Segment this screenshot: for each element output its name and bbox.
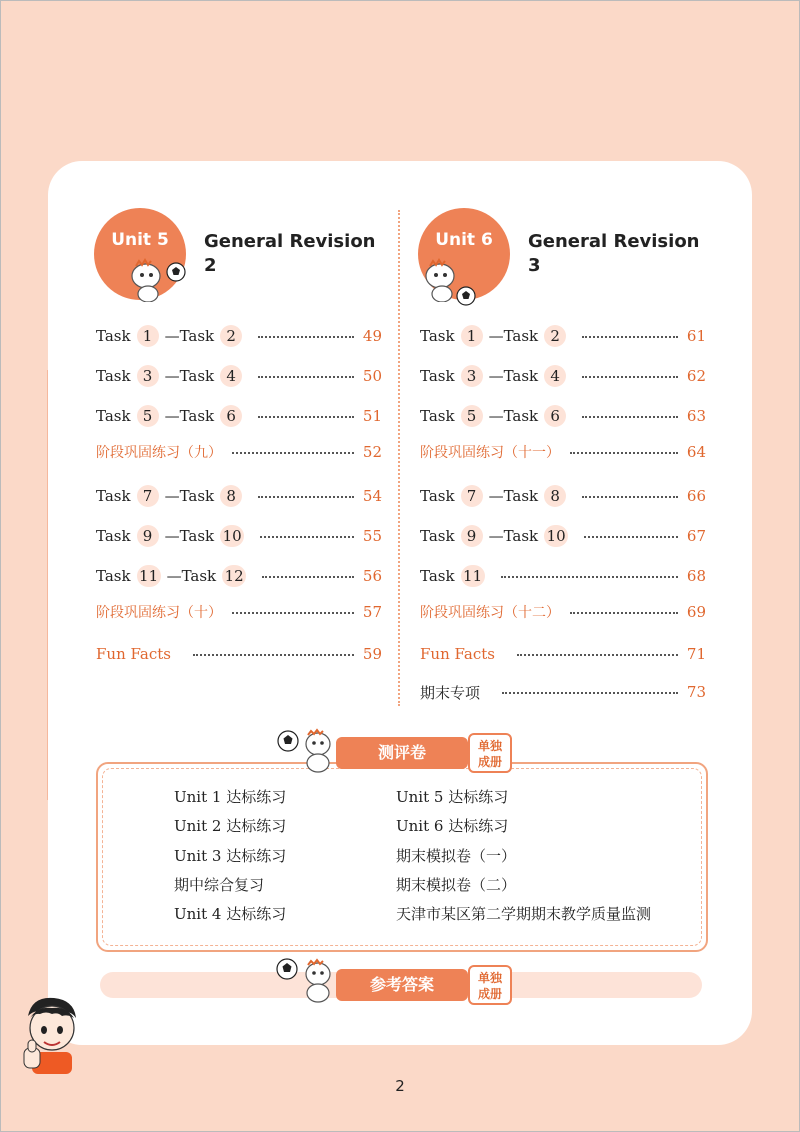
page-ref: 64 [686,443,706,461]
dot-leader [570,612,678,614]
toc-row[interactable]: Task 3 —Task 4 62 [420,367,706,385]
unit-5-title [204,230,376,278]
toc-row[interactable]: Task 1 —Task 2 49 [96,327,382,345]
task-number: 8 [220,485,242,507]
task-number: 7 [137,485,159,507]
soccer-ball-icon [166,262,186,282]
dot-leader [260,536,354,538]
page-ref: 50 [362,367,382,385]
task-number: 10 [220,525,244,547]
task-number: 1 [137,325,159,347]
unit-5-badge [94,208,186,300]
unit-6-title [528,230,700,278]
dinosaur-mascot-icon [296,958,340,1004]
task-number: 9 [137,525,159,547]
test-item[interactable]: Unit 5 达标练习 [396,788,509,806]
task-number: 1 [461,325,483,347]
dot-leader [517,654,678,656]
dot-leader [582,496,678,498]
unit-5-title-line1: General Revision [204,231,376,252]
unit-5-label: Unit 5 [111,230,169,250]
task-number: 6 [544,405,566,427]
page-ref: 69 [686,603,706,621]
dinosaur-mascot-icon [296,728,340,774]
dot-leader [258,496,354,498]
dot-leader [258,416,354,418]
dot-leader [570,452,678,454]
dot-leader [193,654,354,656]
page-ref: 66 [686,487,706,505]
task-number: 10 [544,525,568,547]
toc-row[interactable]: 阶段巩固练习（十二） 69 [420,603,706,621]
dot-leader [582,416,678,418]
dot-leader [258,376,354,378]
test-item[interactable]: 期末模拟卷（二） [396,876,517,894]
page-ref: 61 [686,327,706,345]
page-ref: 59 [362,645,382,663]
task-number: 12 [222,565,246,587]
task-number: 7 [461,485,483,507]
dot-leader [502,692,678,694]
task-number: 5 [461,405,483,427]
toc-row[interactable]: Task 9 —Task 10 67 [420,527,706,545]
page-number: 2 [395,1077,405,1095]
page-ref: 57 [362,603,382,621]
toc-row[interactable]: Task 5 —Task 6 63 [420,407,706,425]
toc-row[interactable]: Fun Facts 59 [96,645,382,663]
answer-banner [336,969,516,1001]
dot-leader [582,376,678,378]
toc-row[interactable]: Task 1 —Task 2 61 [420,327,706,345]
task-number: 9 [461,525,483,547]
unit-6-badge [418,208,510,300]
toc-row[interactable]: 阶段巩固练习（十） 57 [96,603,382,621]
test-banner [336,737,516,769]
page-ref: 73 [686,683,706,701]
toc-row[interactable]: Task 7 —Task 8 54 [96,487,382,505]
toc-row[interactable]: 期末专项 73 [420,683,706,702]
unit-6-title-line1: General Revision [528,231,700,252]
task-number: 2 [544,325,566,347]
test-item[interactable]: 天津市某区第二学期期末教学质量监测 [396,905,652,923]
task-number: 11 [137,565,161,587]
soccer-ball-icon [276,958,298,980]
page-ref: 71 [686,645,706,663]
boy-thumbs-up-icon [18,992,84,1078]
page-ref: 63 [686,407,706,425]
task-number: 3 [461,365,483,387]
test-item[interactable]: Unit 1 达标练习 [174,788,287,806]
soccer-ball-icon [456,286,476,306]
task-number: 4 [544,365,566,387]
test-item[interactable]: Unit 2 达标练习 [174,817,287,835]
dot-leader [232,612,354,614]
answer-banner-side: 单独 成册 [468,965,512,1005]
task-number: 4 [220,365,242,387]
toc-row[interactable]: Task 9 —Task 10 55 [96,527,382,545]
dot-leader [582,336,678,338]
answer-banner-label: 参考答案 [336,969,468,1001]
toc-row[interactable]: Fun Facts 71 [420,645,706,663]
toc-row[interactable]: Task 3 —Task 4 50 [96,367,382,385]
test-item[interactable]: 期中综合复习 [174,876,265,894]
task-number: 2 [220,325,242,347]
dot-leader [501,576,678,578]
task-number: 11 [461,565,485,587]
dot-leader [262,576,354,578]
toc-row[interactable]: 阶段巩固练习（十一） 64 [420,443,706,461]
test-banner-side: 单独 成册 [468,733,512,773]
page-ref: 62 [686,367,706,385]
toc-row[interactable]: Task 5 —Task 6 51 [96,407,382,425]
task-number: 6 [220,405,242,427]
task-number: 3 [137,365,159,387]
page-ref: 55 [362,527,382,545]
test-item[interactable]: Unit 6 达标练习 [396,817,509,835]
toc-row[interactable]: Task 11 68 [420,567,706,585]
task-number: 5 [137,405,159,427]
page-ref: 68 [686,567,706,585]
test-banner-label: 测评卷 [336,737,468,769]
page-ref: 51 [362,407,382,425]
page-ref: 52 [362,443,382,461]
toc-row[interactable]: Task 7 —Task 8 66 [420,487,706,505]
page-ref: 56 [362,567,382,585]
task-number: 8 [544,485,566,507]
page-ref: 67 [686,527,706,545]
dot-leader [232,452,354,454]
unit-6-label: Unit 6 [435,230,493,250]
page-ref: 49 [362,327,382,345]
toc-row[interactable]: 阶段巩固练习（九） 52 [96,443,382,461]
test-item[interactable]: Unit 3 达标练习 [174,847,287,865]
unit-6-title-line2: 3 [528,255,541,276]
test-item[interactable]: 期末模拟卷（一） [396,847,517,865]
toc-row[interactable]: Task 11 —Task 12 56 [96,567,382,585]
dot-leader [258,336,354,338]
unit-5-title-line2: 2 [204,255,217,276]
test-item[interactable]: Unit 4 达标练习 [174,905,287,923]
column-divider [398,210,400,706]
page-ref: 54 [362,487,382,505]
dot-leader [584,536,678,538]
